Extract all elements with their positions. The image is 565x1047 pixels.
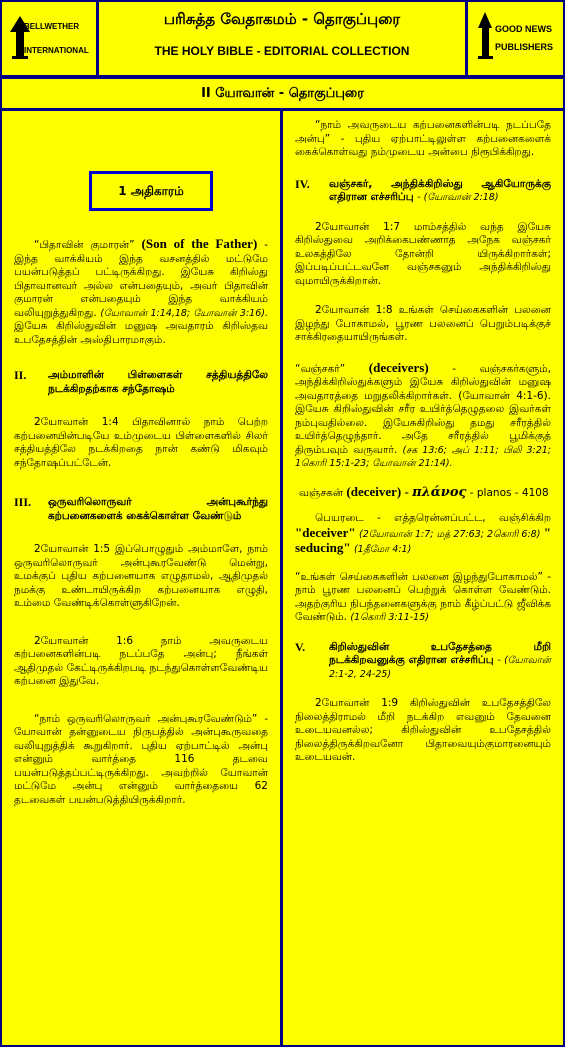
section-4-verse-8: 2யோவான் 1:8 உங்கள் செய்கைகளின் பலனை இழந்து போகாமல், பூரண பலனைப் பெறும்படிக்குச் சாக்கிரதையாயிருங்கள். (295, 304, 551, 343)
left-column (2, 111, 280, 1045)
deceiver-greek: πλάνος (412, 484, 467, 500)
section-3-commentary: “நாம் ஒருவரிலொருவர் அன்புகூரவேண்டும்” - யோவான் தன்னுடைய நிருபத்தில் அன்புகூருவதை வலியுறுத்திக் கூறுகிறார். புதிய ஏற்பாட்டில் அன்பு என்னும் வார்த்தை 116 தடவை பயன்படுத்தப்பட்டிருக்கிறது. அவற்றில் யோவான் மட்டுமே அன்பு என்னும் வார்த்தையை 62 தடவைகள் பயன்படுத்தியிருக்கிறார். (14, 712, 268, 806)
tamil-title: பரிசுத்த வேதாகமம் - தொகுப்புரை (163, 10, 401, 28)
section-5-verse-9: 2யோவான் 1:9 கிறிஸ்துவின் உபதேசத்திலே நிலைத்திராமல் மீறி நடக்கிற எவனும் தேவனை உடையவனல்ல; கிறிஸ்துவின் உபதேசத்தில் நிலைத்திருக்கிறவனோ பிதாவையும்குமாரனையும் உடையவன். (295, 697, 551, 763)
deceivers-ref: (சக 13:6; அப் 1:11; பிலி 3:21; 1கொரி 15:1-23; யோவான் 21:14). (295, 444, 551, 469)
section-5-number: V. (295, 639, 306, 654)
intro-english: (Son of the Father) (141, 236, 258, 251)
section-4-title: வஞ்சகர், அந்திக்கிறிஸ்து ஆகியோருக்கு எதிரான எச்சரிப்பு (329, 177, 551, 203)
definition-ref-1: (2யோவான் 1:7; மத் 27:63; 2கொரி 6:8) (359, 528, 541, 540)
section-2-verse: 2யோவான் 1:4 பிதாவினால் நாம் பெற்ற கற்பனையின்படியே உம்முடைய பிள்ளைகளில் சிலர் சத்தியத்திலே நடக்கிறதை நான் கண்டு மிகவும் சந்தோஷப்பட்டேன். (14, 416, 268, 469)
section-3-title: ஒருவரிலொருவர் அன்புகூர்ந்து கற்பனைகளைக் கைக்கொள்ள வேண்டும் (48, 496, 268, 522)
left-logo-line1: BELLWETHER (24, 22, 80, 31)
section-4-heading (295, 178, 551, 205)
english-title: THE HOLY BIBLE - EDITORIAL COLLECTION (154, 44, 410, 58)
good-news-logo (468, 2, 563, 75)
reward-commentary (295, 571, 551, 625)
deceiver-tail: - planos - 4108 (469, 486, 549, 499)
deceiver-definition (295, 512, 551, 557)
intro-paragraph (14, 237, 268, 347)
page-subtitle: II யோவான் - தொகுப்புரை (2, 79, 563, 108)
deceivers-commentary (295, 361, 551, 471)
deceivers-body: - வஞ்சகர்களும், அந்திக்கிறிஸ்துக்களும் இயேசு கிறிஸ்துவின் மனுஷ அவதாரத்தை மறுதலிக்கிறார்கள். (யோவான் 4:1-6). இயேசு கிறிஸ்துவின் சரீர உயிர்த்தெழுதலை இவர்கள் நம்புவதில்லை. இயேசுகிறிஸ்து தமது சரீரத்தில் உயிர்த்தெழுந்தார். அதே சரீரத்தில் பூமிக்குத் திரும்பவும் வருவார். (295, 362, 551, 456)
intro-ref: (யோவான் 1:14,18; யோவான் 3:16). (100, 307, 268, 319)
section-4-ref: - (யோவான் 2:18) (417, 192, 499, 203)
header-title-box (99, 2, 465, 75)
deceivers-lead: “வஞ்சகர்” (295, 362, 346, 375)
reward-text: “உங்கள் செய்கைகளின் பலனை இழந்துபோகாமல்” - நாம் பூரண பலனைப் பெற்றுக் கொள்ள வேண்டும். அதற்குரிய நிபந்தனைகளுக்கு நாம் கீழ்ப்பட்டு ஜீவிக்க வேண்டும். (295, 570, 551, 623)
section-4-number: IV. (295, 176, 310, 191)
chapter-heading: 1 அதிகாரம் (89, 171, 213, 211)
definition-text: பெயரடை - எத்தரென்னப்பட்ட, வஞ்சிக்கிற (315, 512, 551, 524)
intro-body: - இந்த வாக்கியம் இந்த வசனத்தில் மட்டுமே பயன்படுத்தப் பட்டிருக்கிறது. இயேசு கிறிஸ்து பிதாவானவர் அல்ல என்பதையும், அவர் பிதாவின் குமாரன் என்பதையும் இந்த வாக்கியம் வலியுறுத்துகிறது. (14, 239, 268, 319)
bellwether-logo-icon (2, 2, 96, 75)
section-2-number: II. (14, 368, 27, 382)
right-logo-line2: PUBLISHERS (495, 42, 554, 52)
section-2-heading (14, 369, 268, 396)
section-3-number: III. (14, 495, 32, 509)
deceivers-english: (deceivers) (368, 359, 429, 375)
section-5-heading (295, 641, 551, 682)
good-news-logo-icon (468, 2, 563, 75)
section-2-title: அம்மாளின் பிள்ளைகள் சத்தியத்திலே நடக்கிறதற்காக சந்தோஷம் (48, 369, 268, 395)
definition-ref-2: (1தீமோ 4:1) (353, 544, 412, 555)
definition-english-1: "deceiver" (295, 524, 356, 540)
section-4-verse-7: 2யோவான் 1:7 மாம்சத்தில் வந்த இயேசு கிறிஸ்துவை அறிக்கைபண்ணாத அநேக வஞ்சகர் உலகத்திலே தோன்றி யிருக்கிறார்கள்; இப்படிப்பட்டவனே வஞ்சகனும் அந்திக்கிறிஸ்து வுமாயிருக்கிறான். (295, 220, 551, 287)
right-column (283, 111, 563, 1045)
intro-lead: “பிதாவின் குமாரன்” (34, 239, 135, 251)
definition-english-2: " seducing" (295, 524, 552, 555)
section-3-verse-6: 2யோவான் 1:6 நாம் அவருடைய கற்பனைகளின்படி நடப்பதே அன்பு; நீங்கள் ஆதிமுதல் கேட்டிருக்கிறபடி நடந்துகொள்ளவேண்டிய கற்பனை இதுவே. (14, 634, 268, 687)
deceiver-english: (deceiver) - (346, 483, 409, 499)
header (0, 0, 565, 77)
deceiver-word-study (295, 485, 551, 501)
intro-tail: இயேசு கிறிஸ்துவின் மனுஷ அவதாரம் கிறிஸ்தவ உபதேசத்தின் அஸ்திபாரமாகும். (14, 320, 268, 346)
deceiver-lead: வஞ்சகன் (299, 486, 344, 499)
love-commentary: “நாம் அவருடைய கற்பனைகளின்படி நடப்பதே அன்பு” - புதிய ஏற்பாட்டிலுள்ள கற்பனைகளைக் கைக்கொள்வது நம்முடைய அன்பை நிரூபிக்கிறது. (295, 119, 551, 158)
right-logo-line1: GOOD NEWS (495, 24, 553, 34)
reward-ref: (1கொரி 3:11-15) (350, 612, 429, 623)
section-5-title: கிறிஸ்துவின் உபதேசத்தை மீறி நடக்கிறவனுக்கு எதிரான எச்சரிப்பு (329, 640, 551, 666)
bellwether-logo (2, 2, 96, 75)
section-3-verse-5: 2யோவான் 1:5 இப்பொழுதும் அம்மாளே, நாம் ஒருவரிலொருவர் அன்புகூரவேண்டு மென்று, உமக்குப் புதிய கற்பனையாக எழுதாமல், ஆதிமுதல் நமக்கு உண்டாயிருக்கிற கற்பனையாக எழுதி, உம்மை வேண்டிக்கொள்ளுகிறேன். (14, 543, 268, 609)
section-5-ref: - (யோவான் 2:1-2, 24-25) (329, 655, 552, 680)
left-logo-line2: INTERNATIONAL (24, 46, 89, 55)
section-3-heading (14, 496, 268, 523)
